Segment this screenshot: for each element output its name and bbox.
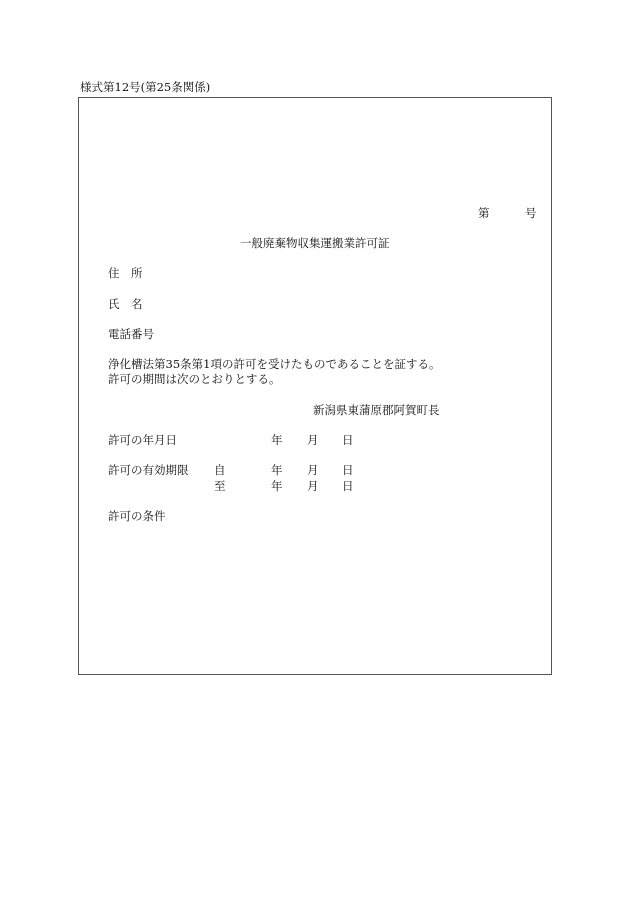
- validity-to-label: 至: [214, 479, 226, 493]
- permit-date-label: 許可の年月日: [108, 433, 177, 447]
- validity-from-day: 日: [342, 463, 354, 477]
- validity-from-year: 年: [271, 463, 283, 477]
- certificate-number-suffix: 号: [525, 206, 537, 220]
- validity-to-day: 日: [342, 479, 354, 493]
- certificate-number-prefix: 第: [478, 206, 490, 220]
- validity-to-year: 年: [271, 479, 283, 493]
- certification-text-line-1: 浄化槽法第35条第1項の許可を受けたものであることを証する。: [108, 357, 441, 371]
- certificate-title: 一般廃棄物収集運搬業許可証: [240, 236, 390, 250]
- permit-date-day: 日: [342, 433, 354, 447]
- validity-label: 許可の有効期限: [108, 463, 189, 477]
- phone-label: 電話番号: [108, 327, 154, 341]
- validity-to-month: 月: [307, 479, 319, 493]
- validity-from-label: 自: [214, 463, 226, 477]
- permit-certificate-form: [78, 97, 552, 675]
- conditions-label: 許可の条件: [108, 509, 166, 523]
- issuer-name: 新潟県東蒲原郡阿賀町長: [313, 403, 440, 417]
- permit-date-year: 年: [271, 433, 283, 447]
- address-label: 住 所: [108, 266, 143, 280]
- certification-text-line-2: 許可の期間は次のとおりとする。: [108, 372, 281, 386]
- name-label: 氏 名: [108, 297, 143, 311]
- form-number: 様式第12号(第25条関係): [80, 80, 211, 94]
- validity-from-month: 月: [307, 463, 319, 477]
- permit-date-month: 月: [307, 433, 319, 447]
